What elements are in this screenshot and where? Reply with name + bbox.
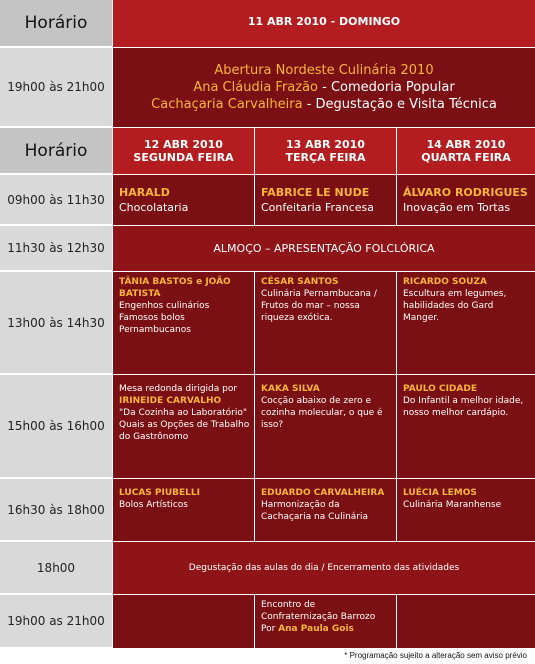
session-cell: FABRICE LE NUDE Confeitaria Francesa [255,175,396,225]
sunday-date: 11 ABR 2010 - DOMINGO [247,15,401,28]
empty-cell [397,595,535,648]
row-1630 [0,479,535,542]
row-0900 [0,175,535,226]
footnote: * Programação sujeito a alteração sem aviso prévio [344,651,527,660]
session-cell: Mesa redonda dirigida por IRINEIDE CARVALHO "Da Cozinha ao Laboratório" Quais as Opções de Trabalho do Gastrônomo [113,375,254,478]
time-cell: 19h00 as 21h00 [0,595,112,648]
time-cell: 16h30 às 18h00 [0,479,112,541]
time-header: Horário [0,128,112,174]
time-cell: 19h00 às 21h00 [0,48,112,127]
time-cell: 18h00 [0,542,112,594]
time-cell: 15h00 às 16h00 [0,375,112,478]
row-1500 [0,375,535,479]
day-header: 14 ABR 2010 QUARTA FEIRA [397,128,535,174]
row-1130 [0,226,535,272]
header-row-sunday [0,0,535,48]
time-header: Horário [0,0,112,47]
session-cell: TÂNIA BASTOS e JOÃO BATISTA Engenhos culinários Famosos bolos Pernambucanos [113,272,254,374]
session-cell: KAKA SILVA Cocção abaixo de zero e cozinha molecular, o que é isso? [255,375,396,478]
session-cell: CÉSAR SANTOS Culinária Pernambucana / Frutos do mar – nossa riqueza exótica. [255,272,396,374]
opening-line3: Cachaçaria Carvalheira - Degustação e Visita Técnica [151,97,497,112]
session-cell: RICARDO SOUZA Escultura em legumes, habilidades do Gard Manger. [397,272,535,374]
closing-cell: Degustação das aulas do dia / Encerramento das atividades [113,542,535,594]
opening-title: Abertura Nordeste Culinária 2010 [214,63,434,78]
row-1300 [0,272,535,375]
lunch-cell: ALMOÇO – APRESENTAÇÃO FOLCLÓRICA [113,226,535,271]
row-opening [0,48,535,128]
session-cell: EDUARDO CARVALHEIRA Harmonização da Cachaçaria na Culinária [255,479,396,541]
session-cell: PAULO CIDADE Do Infantil a melhor idade, nosso melhor cardápio. [397,375,535,478]
session-cell: LUÉCIA LEMOS Culinária Maranhense [397,479,535,541]
header-row-weekdays [0,128,535,175]
session-cell: ÁLVARO RODRIGUES Inovação em Tortas [397,175,535,225]
empty-cell [113,595,254,648]
session-cell: HARALD Chocolataria [113,175,254,225]
row-1900 [0,595,535,649]
row-1800 [0,542,535,595]
event-cell: Encontro de Confraternização Barrozo Por Ana Paula Gois [255,595,396,648]
time-cell: 09h00 às 11h30 [0,175,112,225]
day-header: 12 ABR 2010 SEGUNDA FEIRA [113,128,254,174]
opening-line2: Ana Cláudia Frazão - Comedoria Popular [193,80,455,95]
time-cell: 13h00 às 14h30 [0,272,112,374]
time-cell: 11h30 às 12h30 [0,226,112,271]
session-cell: LUCAS PIUBELLI Bolos Artísticos [113,479,254,541]
day-header: 13 ABR 2010 TERÇA FEIRA [255,128,396,174]
